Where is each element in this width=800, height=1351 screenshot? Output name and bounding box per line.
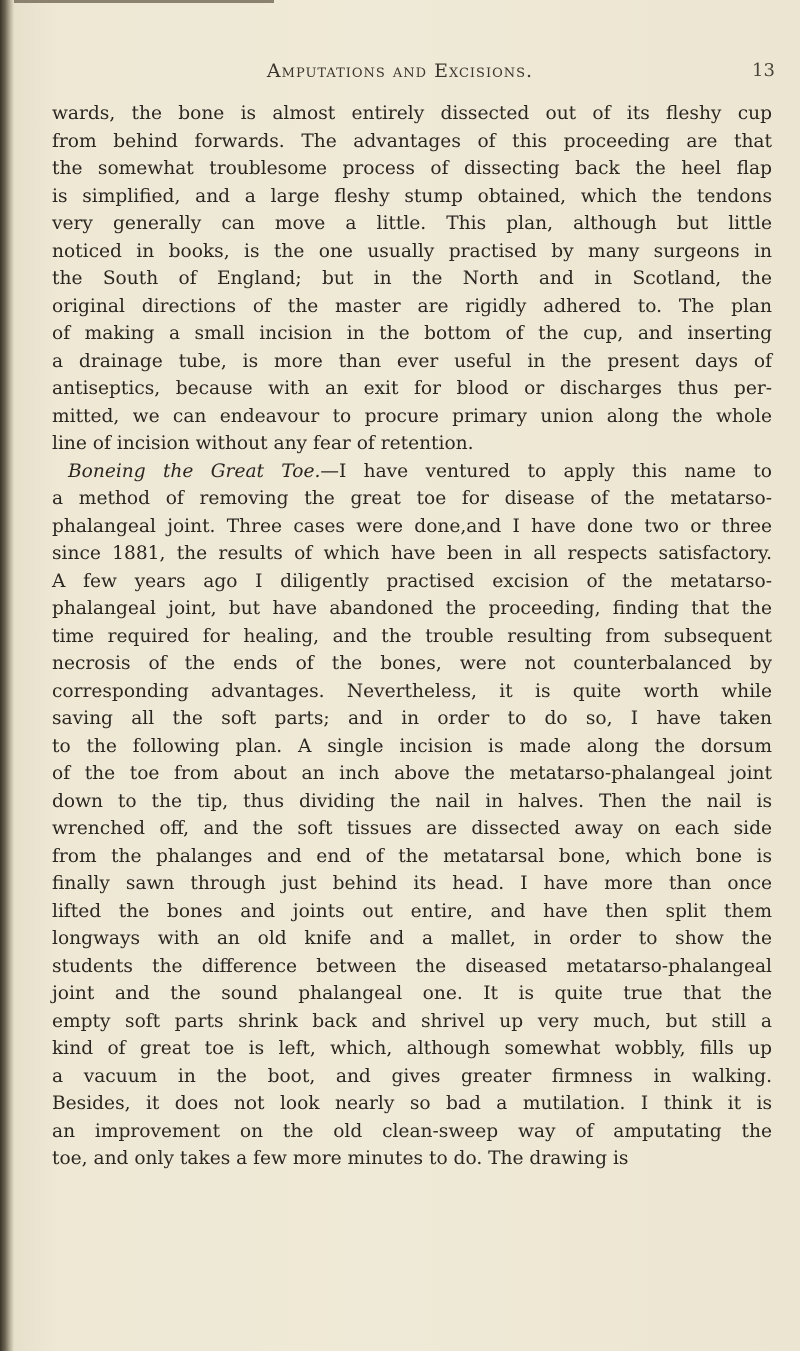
paragraph-boneing-great-toe (52, 458, 772, 1173)
text-line: of the toe from about an inch above the metatarso-phalangeal joint (52, 763, 772, 784)
text-line: students the difference between the diseased metatarso-phalangeal (52, 955, 772, 977)
text-line: joint and the sound phalangeal one. It is quite true that the (52, 983, 772, 1004)
text-line: corresponding advantages. Nevertheless, it is quite worth while (52, 680, 772, 702)
text-line: longways with an old knife and a mallet, in order to show the (52, 928, 772, 949)
paragraph-drainage (52, 100, 772, 458)
text-line: since 1881, the results of which have been in all respects satisfactory. (52, 543, 772, 564)
text-line: very generally can move a little. This plan, although but little (52, 213, 772, 234)
text-line: is simplified, and a large fleshy stump obtained, which the tendons (52, 185, 772, 207)
text-line: phalangeal joint. Three cases were done,and I have done two or three (52, 515, 772, 537)
text-line: a drainage tube, is more than ever useful in the present days of (52, 350, 772, 372)
running-title: Amputations and Excisions. (266, 60, 534, 82)
text-line: a vacuum in the boot, and gives greater firmness in walking. (52, 1065, 772, 1087)
page-header (0, 60, 800, 90)
text-line: the South of England; but in the North and in Scotland, the (52, 268, 772, 289)
text-line: kind of great toe is left, which, although somewhat wobbly, fills up (52, 1038, 772, 1059)
text-line: time required for healing, and the trouble resulting from subsequent (52, 625, 772, 647)
text-line: from the phalanges and end of the metatarsal bone, which bone is (52, 845, 772, 867)
text-line: of making a small incision in the bottom of the cup, and inserting (52, 323, 772, 344)
text-line: lifted the bones and joints out entire, and have then split them (52, 900, 772, 922)
section-heading: Boneing the Great Toe. (68, 460, 321, 482)
top-rule (14, 0, 274, 3)
text-line: the somewhat troublesome process of dissecting back the heel flap (52, 158, 772, 179)
first-line-text: —I have ventured to apply this name to (320, 460, 772, 482)
text-line: down to the tip, thus dividing the nail in halves. Then the nail is (52, 790, 772, 812)
text-line: wrenched off, and the soft tissues are dissected away on each side (52, 818, 772, 839)
text-line: antiseptics, because with an exit for blood or discharges thus per- (52, 378, 772, 399)
text-line: to the following plan. A single incision is made along the dorsum (52, 735, 772, 757)
text-line: necrosis of the ends of the bones, were not counterbalanced by (52, 653, 772, 674)
text-line: phalangeal joint, but have abandoned the proceeding, finding that the (52, 598, 772, 619)
paragraph-first-line (52, 458, 772, 486)
text-line: an improvement on the old clean-sweep way of amputating the (52, 1120, 772, 1142)
text-line: A few years ago I diligently practised excision of the metatarso- (52, 570, 772, 592)
body-text (52, 100, 772, 1173)
text-line: empty soft parts shrink back and shrivel up very much, but still a (52, 1010, 772, 1032)
text-line: line of incision without any fear of retention. (52, 433, 474, 454)
text-line: a method of removing the great toe for disease of the metatarso- (52, 488, 772, 509)
binding-gutter (0, 0, 14, 1351)
text-line: original directions of the master are rigidly adhered to. The plan (52, 295, 772, 317)
text-line: mitted, we can endeavour to procure primary union along the whole (52, 405, 772, 427)
text-line: noticed in books, is the one usually practised by many surgeons in (52, 240, 772, 262)
text-line: wards, the bone is almost entirely dissected out of its fleshy cup (52, 103, 772, 124)
page-number: 13 (752, 60, 775, 81)
text-line: toe, and only takes a few more minutes to do. The drawing is (52, 1148, 629, 1169)
text-line: saving all the soft parts; and in order to do so, I have taken (52, 708, 772, 729)
text-line: finally sawn through just behind its head. I have more than once (52, 873, 772, 894)
text-line: from behind forwards. The advantages of this proceeding are that (52, 130, 772, 152)
text-line: Besides, it does not look nearly so bad a mutilation. I think it is (52, 1093, 772, 1114)
